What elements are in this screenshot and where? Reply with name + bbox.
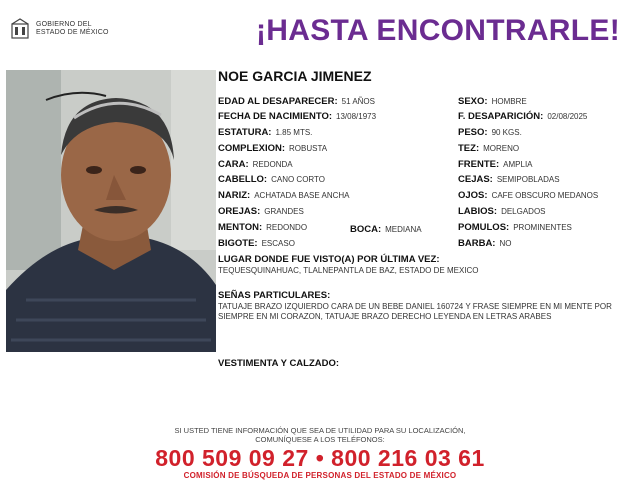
value-cara: REDONDA [252,160,293,169]
field-orejas [218,206,304,217]
field-boca [350,224,422,235]
field-f-desaparicion [458,111,587,122]
gov-line-2: ESTADO DE MÉXICO [36,29,109,36]
field-peso [458,127,522,138]
field-frente [458,159,533,170]
state-emblem-icon [10,18,30,40]
value-ojos: CAFE OBSCURO MEDANOS [491,191,599,200]
label-cejas: CEJAS: [458,174,493,185]
label-labios: LABIOS: [458,206,498,217]
phone-separator: • [315,445,325,471]
label-cara: CARA: [218,159,249,170]
field-tez [458,143,519,154]
person-name: NOE GARCIA JIMENEZ [218,68,372,84]
value-bigote: ESCASO [261,239,295,248]
label-bigote: BIGOTE: [218,238,258,249]
value-labios: DELGADOS [501,207,546,216]
value-nariz: ACHATADA BASE ANCHA [254,191,350,200]
field-sexo [458,96,527,107]
headline: ¡HASTA ENCONTRARLE! [256,14,621,47]
value-cabello: CANO CORTO [271,175,326,184]
label-cabello: CABELLO: [218,174,268,185]
value-tez: MORENO [483,144,520,153]
label-frente: FRENTE: [458,159,500,170]
missing-person-photo [6,70,216,352]
field-labios [458,206,546,217]
label-complexion: COMPLEXION: [218,143,286,154]
value-f-desaparicion: 02/08/2025 [547,112,588,121]
value-barba: NO [499,239,512,248]
value-edad: 51 AÑOS [341,97,375,106]
label-tez: TEZ: [458,143,480,154]
government-logo [10,18,109,40]
value-cejas: SEMIPOBLADAS [496,175,560,184]
field-menton [218,222,307,233]
phone-numbers [0,445,640,472]
label-f-desaparicion: F. DESAPARICIÓN: [458,111,544,122]
phone-2[interactable]: 800 216 03 61 [331,445,485,471]
value-orejas: GRANDES [264,207,304,216]
label-sexo: SEXO: [458,96,488,107]
field-edad [218,96,375,107]
last-seen-value: TEQUESQUINAHUAC, TLALNEPANTLA DE BAZ, ESTADO DE MEXICO [218,266,479,275]
label-ojos: OJOS: [458,190,488,201]
field-complexion [218,143,327,154]
footer-info-line-1: SI USTED TIENE INFORMACIÓN QUE SEA DE UTILIDAD PARA SU LOCALIZACIÓN, [174,426,466,435]
label-pomulos: POMULOS: [458,222,510,233]
label-peso: PESO: [458,127,488,138]
value-pomulos: PROMINENTES [513,223,572,232]
clothing-label: VESTIMENTA Y CALZADO: [218,358,340,369]
value-fecha-nacimiento: 13/08/1973 [336,112,377,121]
value-complexion: ROBUSTA [289,144,328,153]
field-nariz [218,190,350,201]
field-cejas [458,174,560,185]
commission-name: COMISIÓN DE BÚSQUEDA DE PERSONAS DEL ESTADO DE MÉXICO [183,471,457,480]
label-nariz: NARIZ: [218,190,251,201]
label-orejas: OREJAS: [218,206,261,217]
label-estatura: ESTATURA: [218,127,272,138]
value-frente: AMPLIA [503,160,533,169]
marks-label: SEÑAS PARTICULARES: [218,290,331,301]
field-ojos [458,190,598,201]
label-boca: BOCA: [350,224,382,235]
marks-value: TATUAJE BRAZO IZQUIERDO CARA DE UN BEBE DANIEL 160724 Y FRASE SIEMPRE EN MI MENTE POR SIEMPRE EN MI CORAZON, TATUAJE BRAZO DERECHO LEYENDA EN LETRAS ARABES [218,302,612,321]
field-fecha-nacimiento [218,111,376,122]
field-cara [218,159,293,170]
value-menton: REDONDO [266,223,308,232]
field-estatura [218,127,312,138]
field-cabello [218,174,325,185]
footer-info-line-2: COMUNÍQUESE A LOS TELÉFONOS: [255,435,385,444]
label-menton: MENTON: [218,222,263,233]
footer-info [0,426,640,444]
field-bigote [218,238,295,249]
gov-line-1: GOBIERNO DEL [36,21,92,28]
label-fecha-nacimiento: FECHA DE NACIMIENTO: [218,111,332,122]
value-sexo: HOMBRE [491,97,527,106]
value-estatura: 1.85 MTS. [275,128,313,137]
value-peso: 90 KGS. [491,128,522,137]
field-pomulos [458,222,572,233]
phone-1[interactable]: 800 509 09 27 [155,445,309,471]
field-barba [458,238,511,249]
label-barba: BARBA: [458,238,496,249]
label-edad: EDAD AL DESAPARECER: [218,96,338,107]
value-boca: MEDIANA [385,225,422,234]
last-seen-label: LUGAR DONDE FUE VISTO(A) POR ÚLTIMA VEZ: [218,254,440,265]
